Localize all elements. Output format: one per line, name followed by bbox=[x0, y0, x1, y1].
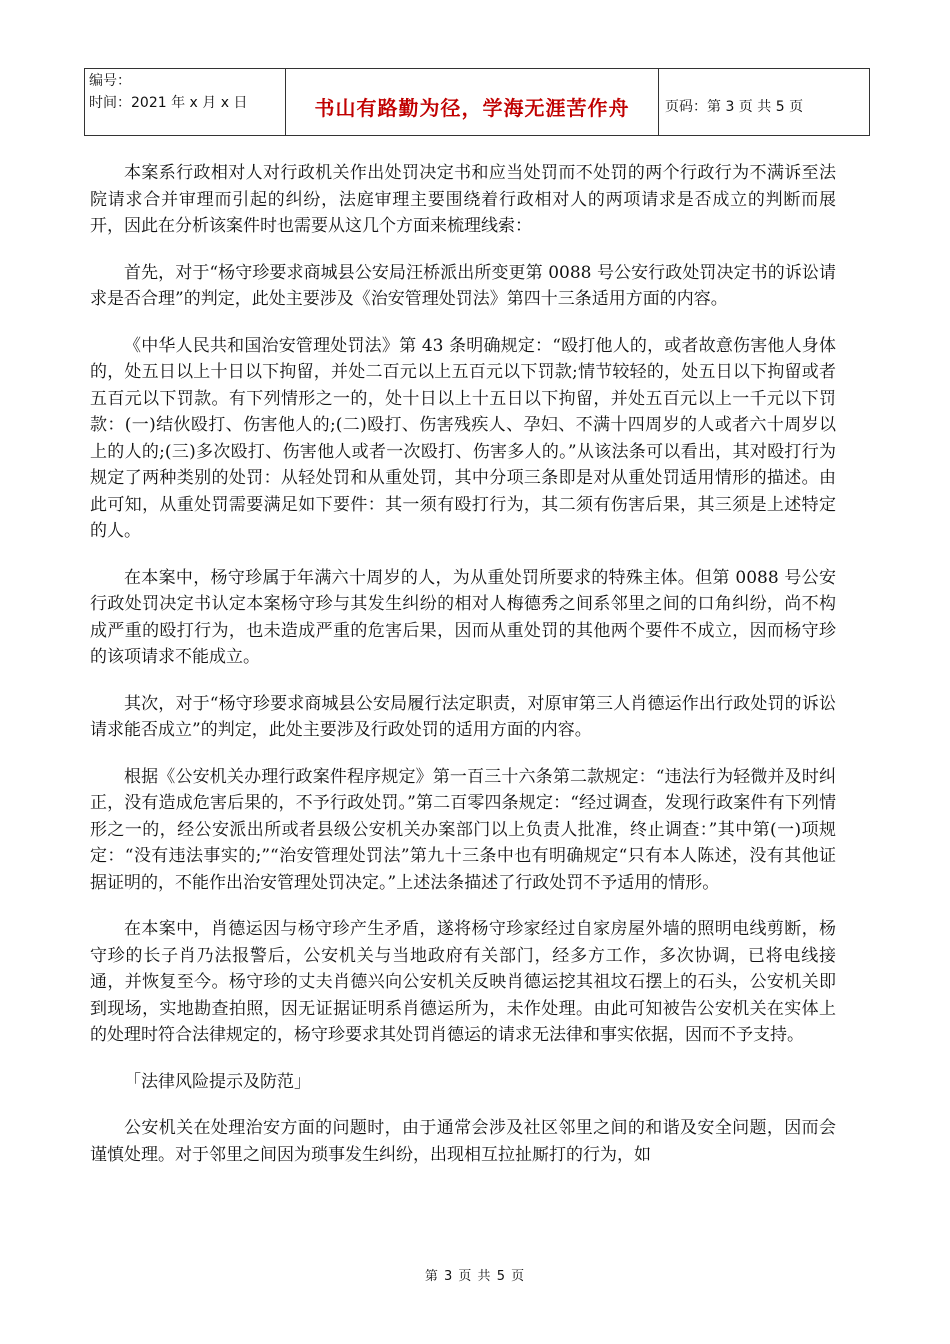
header-motto-cell bbox=[286, 69, 659, 136]
paragraph-procedure-rules: 根据《公安机关办理行政案件程序规定》第一百三十六条第二款规定：“违法行为轻微并及时纠正，没有造成危害后果的，不予行政处罚。”第二百零四条规定：“经过调查，发现行政案件有下列情形之一的，经公安派出所或者县级公安机关办案部门以上负责人批准，终止调查：”其中第(一)项规定：“没有违法事实的;”“治安管理处罚法”第九十三条中也有明确规定“只有本人陈述，没有其他证据证明的，不能作出治安管理处罚决定。”上述法条描述了行政处罚不予适用的情形。 bbox=[90, 766, 836, 893]
document-code-label: 编号： bbox=[89, 73, 131, 89]
header-page-cell bbox=[659, 69, 870, 136]
paragraph-second-issue: 其次，对于“杨守珍要求商城县公安局履行法定职责，对原审第三人肖德运作出行政处罚的诉讼请求能否成立”的判定，此处主要涉及行政处罚的适用方面的内容。 bbox=[90, 693, 836, 740]
paragraph-intro: 本案系行政相对人对行政机关作出处罚决定书和应当处罚而不处罚的两个行政行为不满诉至法院请求合并审理而引起的纠纷，法庭审理主要围绕着行政相对人的两项请求是否成立的判断而展开，因此在分析该案件时也需要从这几个方面来梳理线索： bbox=[90, 163, 836, 236]
section-heading-risk: 「法律风险提示及防范」 bbox=[124, 1071, 311, 1092]
document-body bbox=[90, 160, 836, 1188]
paragraph-law-article-43: 《中华人民共和国治安管理处罚法》第 43 条明确规定：“殴打他人的，或者故意伤害他人身体的，处五日以上十日以下拘留，并处二百元以上五百元以下罚款;情节较轻的，处五日以下拘留或者五百元以下罚款。有下列情形之一的，处十日以上十五日以下拘留，并处五百元以上一千元以下罚款：(一)结伙殴打、伤害他人的;(二)殴打、伤害残疾人、孕妇、不满十四周岁的人或者六十周岁以上的人的;(三)多次殴打、伤害他人或者一次殴打、伤害多人的。”从该法条可以看出，其对殴打行为规定了两种类别的处罚：从轻处罚和从重处罚，其中分项三条即是对从重处罚适用情形的描述。由此可知，从重处罚需要满足如下要件：其一须有殴打行为，其二须有伤害后果，其三须是上述特定的人。 bbox=[90, 335, 836, 541]
paragraph-first-issue: 首先，对于“杨守珍要求商城县公安局汪桥派出所变更第 0088 号公安行政处罚决定书的诉讼请求是否合理”的判定，此处主要涉及《治安管理处罚法》第四十三条适用方面的内容。 bbox=[90, 262, 836, 309]
header-motto: 书山有路勤为径，学海无涯苦作舟 bbox=[314, 95, 630, 120]
paragraph-case-analysis-1: 在本案中，杨守珍属于年满六十周岁的人，为从重处罚所要求的特殊主体。但第 0088 号公安行政处罚决定书认定本案杨守珍与其发生纠纷的相对人梅德秀之间系邻里之间的口角纠纷，尚不构成严重的殴打行为，也未造成严重的危害后果，因而从重处罚的其他两个要件不成立，因而杨守珍的该项请求不能成立。 bbox=[90, 567, 836, 667]
paragraph-risk-prevention: 公安机关在处理治安方面的问题时，由于通常会涉及社区邻里之间的和谐及安全问题，因而会谨慎处理。对于邻里之间因为琐事发生纠纷，出现相互拉扯厮打的行为，如 bbox=[90, 1118, 836, 1165]
paragraph-case-analysis-2: 在本案中，肖德运因与杨守珍产生矛盾，遂将杨守珍家经过自家房屋外墙的照明电线剪断，杨守珍的长子肖乃法报警后，公安机关与当地政府有关部门，经多方工作，多次协调，已将电线接通，并恢复至今。杨守珍的丈夫肖德兴向公安机关反映肖德运挖其祖坟石摆上的石头，公安机关即到现场，实地勘查拍照，因无证据证明系肖德运所为，未作处理。由此可知被告公安机关在实体上的处理时符合法律规定的，杨守珍要求其处罚肖德运的请求无法律和事实依据，因而不予支持。 bbox=[90, 919, 836, 1045]
header-page-info: 页码：第 3 页 共 5 页 bbox=[665, 99, 804, 115]
document-header bbox=[84, 68, 870, 136]
page-footer: 第 3 页 共 5 页 bbox=[424, 1269, 526, 1284]
document-date: 时间：2021 年 x 月 x 日 bbox=[89, 95, 248, 111]
header-meta-cell bbox=[85, 69, 286, 136]
